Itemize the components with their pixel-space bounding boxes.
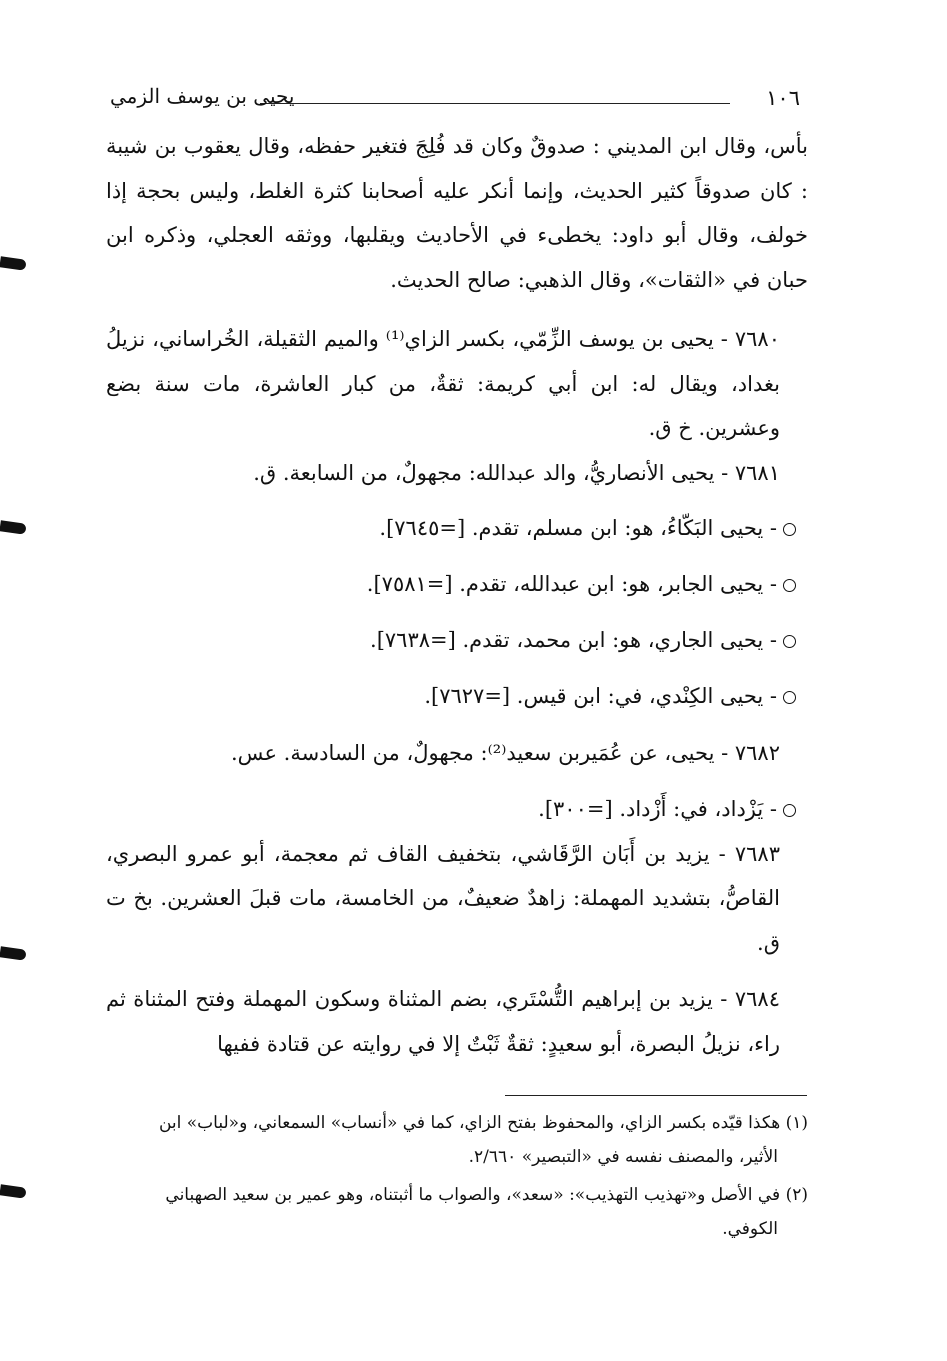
- entry-7681: ٧٦٨١ - يحيى الأنصاريُّ، والد عبدالله: مجهولٌ، من السابعة. ق.: [253, 460, 780, 485]
- entry-7682: ٧٦٨٢ - يحيى، عن عُمَيربن سعيد⁽²⁾: مجهولٌ، من السادسة. عس.: [231, 741, 780, 765]
- footnote-1-line1: (١) هكذا قيّده بكسر الزاي، والمحفوظ بفتح الزاي، كما في «أنساب» السمعاني، و«لباب» ابن: [158, 1113, 808, 1133]
- scan-edge-mark: [0, 256, 27, 271]
- scan-edge-mark: [0, 946, 27, 961]
- footnote-2-line2: الكوفي.: [722, 1219, 778, 1239]
- circle-marker-icon: [783, 635, 796, 648]
- cross-reference: [106, 673, 808, 719]
- entry-7683: ٧٦٨٣ - يزيد بن أَبَان الرَّقَاشي، بتخفيف القاف ثم معجمة، أبو عمرو البصري، القاصُّ، بتشديد المهملة: زاهدٌ ضعيفٌ، من الخامسة، مات قبلَ العشرين. بخ ت ق.: [106, 841, 780, 955]
- cross-reference-text: - يحيى الكِنْدي، في: ابن قيس. [=٧٦٢٧].: [424, 684, 777, 708]
- header-rule: [260, 103, 730, 104]
- page-header: [110, 84, 800, 118]
- footnotes: [106, 1106, 808, 1250]
- circle-marker-icon: [783, 804, 796, 817]
- footnote-2-line1: (٢) في الأصل و«تهذيب التهذيب»: «سعد»، والصواب ما أثبتناه، وهو عمير بن سعيد الصهباني: [165, 1185, 808, 1205]
- footnote-2: [106, 1178, 808, 1246]
- cross-reference: [106, 617, 808, 663]
- entry-7684: ٧٦٨٤ - يزيد بن إبراهيم التُّسْتَري، بضم المثناة وسكون المهملة وفتح المثناة ثم راء، نزيلُ البصرة، أبو سعيدٍ: ثقةٌ ثَبْتٌ إلا في روايته عن قتادة ففيها: [106, 987, 780, 1056]
- running-title: يحيى بن يوسف الزمي: [110, 84, 295, 108]
- cross-reference-text: - يحيى الجاري، هو: ابن محمد، تقدم. [=٧٦٣٨].: [370, 628, 777, 652]
- page-number: ١٠٦: [766, 86, 800, 110]
- cross-reference-text: - يَزْداد، في: أَزْداد. [=٣٠٠].: [538, 796, 777, 821]
- footnote-1: [106, 1106, 808, 1174]
- footnote-rule: [505, 1095, 807, 1096]
- scan-edge-mark: [0, 1184, 27, 1199]
- cross-reference-text: - يحيى الجابر، هو: ابن عبدالله، تقدم. [=٧٥٨١].: [366, 572, 777, 596]
- cross-reference: [106, 561, 808, 607]
- paragraph-continuation: بأس، وقال ابن المديني : صدوقٌ وكان قد فُلِجَ فتغير حفظه، وقال يعقوب بن شيبة : كان صدوقاً كثير الحديث، وإنما أنكر عليه أصحابنا كثرة الغلط، وليس بحجة إذا خولف، وقال أبو داود: يخطىء في الأحاديث ويقلبها، ووثقه العجلي، وذكره ابن حبان في «الثقات»، وقال الذهبي: صالح الحديث.: [106, 134, 808, 292]
- cross-reference: [106, 786, 808, 832]
- scan-edge-mark: [0, 520, 27, 535]
- entry-7680: ٧٦٨٠ - يحيى بن يوسف الزِّمّي، بكسر الزاي⁽¹⁾ والميم الثقيلة، الخُراساني، نزيلُ بغداد، ويقال له: ابن أبي كريمة: ثقةٌ، من كبار العاشرة، مات سنة بضع وعشرين. خ ق.: [106, 327, 780, 440]
- cross-reference-text: - يحيى البَكّاءُ، هو: ابن مسلم، تقدم. [=٧٦٤٥].: [379, 516, 777, 540]
- main-text: [106, 124, 808, 1066]
- footnote-1-line2: الأثير، والمصنف نفسه في «التبصير» ٢/٦٦٠.: [468, 1147, 778, 1167]
- circle-marker-icon: [783, 523, 796, 536]
- circle-marker-icon: [783, 691, 796, 704]
- circle-marker-icon: [783, 579, 796, 592]
- cross-reference: [106, 505, 808, 551]
